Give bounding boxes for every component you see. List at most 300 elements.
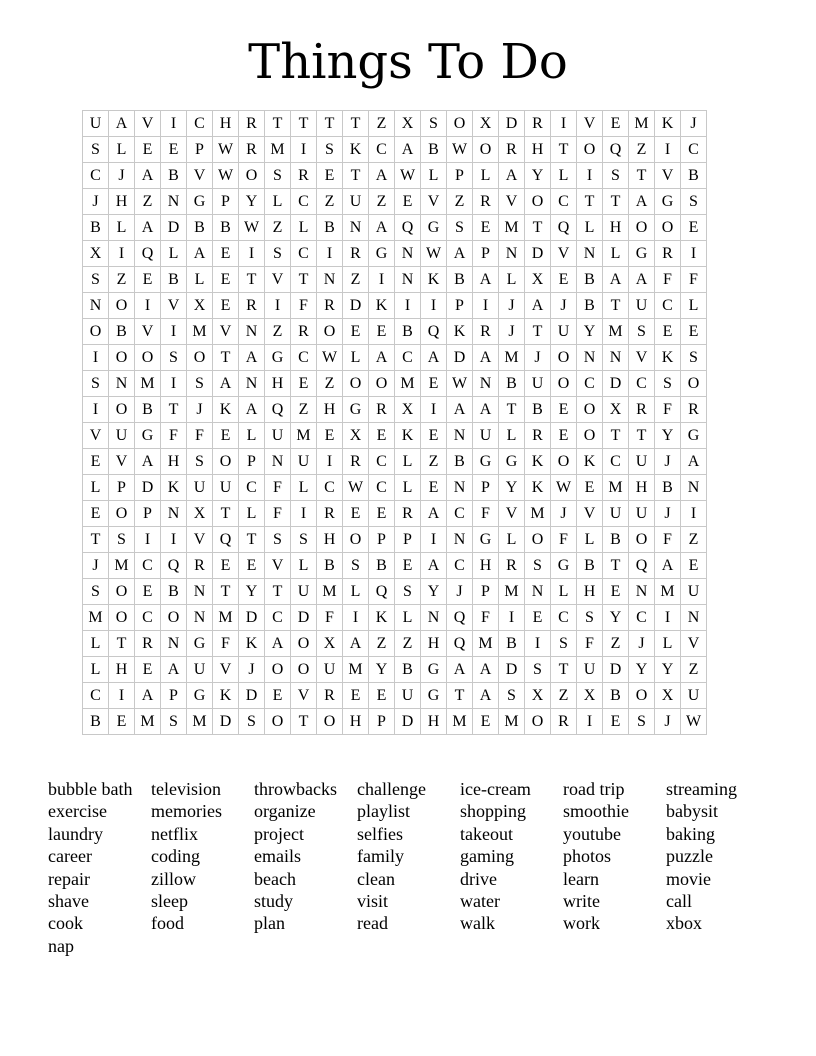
grid-cell: T [603,293,629,319]
grid-cell: T [343,163,369,189]
grid-row [83,475,707,501]
grid-cell: D [447,345,473,371]
grid-cell: O [629,215,655,241]
grid-cell: B [161,579,187,605]
grid-cell: C [135,553,161,579]
grid-cell: O [109,501,135,527]
grid-cell: N [109,371,135,397]
grid-cell: W [239,215,265,241]
grid-cell: D [135,475,161,501]
grid-cell: D [291,605,317,631]
grid-cell: P [473,579,499,605]
grid-cell: R [343,449,369,475]
word-item: throwbacks [254,779,337,799]
grid-cell: B [499,631,525,657]
grid-cell: N [239,371,265,397]
grid-cell: G [187,683,213,709]
grid-row [83,163,707,189]
grid-cell: E [135,267,161,293]
grid-cell: Z [603,631,629,657]
grid-cell: A [161,657,187,683]
grid-cell: N [317,267,343,293]
grid-cell: K [369,605,395,631]
grid-cell: V [421,189,447,215]
grid-cell: E [161,137,187,163]
grid-cell: G [551,553,577,579]
grid-cell: G [473,527,499,553]
grid-cell: A [655,553,681,579]
grid-cell: Q [135,241,161,267]
grid-cell: N [473,371,499,397]
grid-cell: M [135,371,161,397]
grid-cell: T [291,709,317,735]
grid-cell: W [395,163,421,189]
grid-cell: L [395,475,421,501]
grid-cell: D [499,657,525,683]
grid-cell: C [577,371,603,397]
grid-cell: H [343,709,369,735]
grid-cell: J [499,293,525,319]
grid-cell: O [291,631,317,657]
grid-cell: T [551,657,577,683]
grid-cell: L [655,631,681,657]
grid-cell: R [291,163,317,189]
grid-cell: N [187,579,213,605]
grid-cell: Z [421,449,447,475]
grid-cell: I [291,501,317,527]
grid-cell: L [473,163,499,189]
grid-cell: O [629,683,655,709]
grid-cell: H [421,631,447,657]
grid-cell: J [655,709,681,735]
grid-cell: C [187,111,213,137]
grid-cell: L [577,527,603,553]
grid-cell: S [499,683,525,709]
grid-cell: L [187,267,213,293]
word-item: laundry [48,823,103,844]
grid-cell: U [187,657,213,683]
grid-cell: C [629,371,655,397]
grid-cell: F [655,267,681,293]
grid-cell: G [681,423,707,449]
grid-cell: R [239,293,265,319]
grid-cell: I [395,293,421,319]
grid-cell: Z [681,657,707,683]
grid-cell: Z [447,189,473,215]
word-item: gaming [460,846,514,867]
grid-cell: W [551,475,577,501]
grid-cell: N [681,605,707,631]
grid-cell: F [161,423,187,449]
grid-cell: V [187,527,213,553]
grid-cell: V [109,449,135,475]
word-item: selfies [357,823,403,844]
grid-cell: E [83,449,109,475]
grid-cell: A [109,111,135,137]
grid-cell: S [83,579,109,605]
grid-cell: T [239,527,265,553]
grid-cell: G [629,241,655,267]
grid-cell: Z [629,137,655,163]
grid-cell: S [525,657,551,683]
grid-cell: C [317,475,343,501]
grid-cell: K [213,397,239,423]
grid-cell: R [525,111,551,137]
grid-cell: V [213,657,239,683]
grid-cell: U [395,683,421,709]
grid-cell: E [135,137,161,163]
grid-cell: E [681,319,707,345]
grid-cell: A [239,345,265,371]
grid-cell: K [343,137,369,163]
grid-cell: V [187,163,213,189]
grid-cell: V [551,241,577,267]
word-item: water [460,891,500,912]
grid-row [83,527,707,553]
grid-cell: L [499,527,525,553]
grid-cell: E [473,215,499,241]
grid-cell: F [265,475,291,501]
grid-cell: A [421,501,447,527]
grid-row [83,553,707,579]
grid-cell: Y [525,163,551,189]
grid-cell: O [317,709,343,735]
grid-cell: N [603,345,629,371]
grid-cell: R [343,241,369,267]
grid-cell: L [109,215,135,241]
grid-cell: N [447,475,473,501]
grid-cell: I [343,605,369,631]
word-item: write [563,891,600,912]
grid-cell: F [681,267,707,293]
grid-cell: E [551,267,577,293]
grid-cell: N [161,631,187,657]
grid-cell: S [577,605,603,631]
grid-cell: M [291,423,317,449]
grid-cell: H [265,371,291,397]
grid-cell: V [135,319,161,345]
word-item: streaming [666,779,737,799]
grid-cell: I [161,371,187,397]
word-item: road trip [563,779,625,799]
grid-cell: V [161,293,187,319]
grid-cell: P [187,137,213,163]
word-list [48,778,769,957]
grid-cell: N [187,605,213,631]
grid-row [83,137,707,163]
grid-cell: E [213,241,239,267]
grid-cell: E [551,397,577,423]
grid-cell: O [317,319,343,345]
grid-cell: T [317,111,343,137]
grid-cell: G [421,215,447,241]
grid-cell: W [681,709,707,735]
grid-cell: E [577,475,603,501]
grid-cell: R [135,631,161,657]
word-item: study [254,891,294,912]
grid-cell: R [239,137,265,163]
grid-cell: T [213,501,239,527]
word-item: exercise [48,801,107,822]
grid-cell: M [655,579,681,605]
grid-cell: F [577,631,603,657]
grid-cell: A [525,293,551,319]
grid-cell: R [551,709,577,735]
grid-cell: C [603,449,629,475]
grid-cell: Q [213,527,239,553]
grid-cell: H [317,397,343,423]
grid-cell: S [83,137,109,163]
grid-cell: R [317,293,343,319]
grid-cell: U [629,449,655,475]
grid-cell: V [265,267,291,293]
word-item: walk [460,913,495,934]
word-item: beach [254,868,296,889]
grid-cell: A [473,397,499,423]
grid-cell: C [265,605,291,631]
grid-cell: I [83,397,109,423]
grid-cell: G [473,449,499,475]
grid-cell: I [291,137,317,163]
grid-cell: T [629,163,655,189]
grid-cell: M [525,501,551,527]
grid-cell: A [447,241,473,267]
grid-cell: K [577,449,603,475]
grid-cell: B [83,215,109,241]
grid-cell: Q [447,631,473,657]
grid-cell: T [265,111,291,137]
grid-cell: E [83,501,109,527]
grid-cell: E [213,267,239,293]
grid-cell: L [603,241,629,267]
grid-cell: A [369,215,395,241]
word-item: bubble bath [48,779,133,799]
grid-cell: E [291,371,317,397]
grid-cell: X [343,423,369,449]
grid-cell: H [525,137,551,163]
grid-cell: X [317,631,343,657]
grid-cell: O [109,293,135,319]
grid-cell: I [499,605,525,631]
grid-cell: I [83,345,109,371]
grid-cell: U [187,475,213,501]
word-search-grid [82,110,707,735]
grid-cell: I [551,111,577,137]
grid-cell: M [265,137,291,163]
grid-cell: K [213,683,239,709]
grid-cell: E [343,319,369,345]
grid-cell: Z [343,267,369,293]
grid-cell: N [395,241,421,267]
word-column [666,778,769,957]
grid-cell: A [369,345,395,371]
grid-cell: P [447,163,473,189]
grid-cell: F [473,605,499,631]
grid-cell: S [551,631,577,657]
grid-cell: C [655,293,681,319]
grid-cell: L [421,163,447,189]
grid-cell: O [83,319,109,345]
grid-cell: T [239,267,265,293]
grid-cell: I [421,397,447,423]
grid-cell: R [499,137,525,163]
grid-cell: A [395,137,421,163]
grid-cell: G [655,189,681,215]
grid-cell: W [213,163,239,189]
grid-cell: M [317,579,343,605]
grid-cell: X [577,683,603,709]
grid-cell: J [629,631,655,657]
grid-cell: D [239,605,265,631]
grid-cell: Y [369,657,395,683]
grid-cell: I [421,293,447,319]
grid-cell: A [473,657,499,683]
grid-cell: B [395,657,421,683]
grid-cell: K [395,423,421,449]
grid-cell: U [109,423,135,449]
grid-cell: E [369,423,395,449]
grid-cell: A [447,657,473,683]
grid-cell: E [603,709,629,735]
grid-cell: F [213,631,239,657]
grid-cell: L [499,267,525,293]
grid-row [83,631,707,657]
grid-cell: B [421,137,447,163]
grid-cell: Y [239,579,265,605]
grid-row [83,423,707,449]
grid-cell: B [161,163,187,189]
grid-cell: S [317,137,343,163]
grid-cell: Y [629,657,655,683]
grid-cell: U [603,501,629,527]
grid-cell: J [83,189,109,215]
grid-row [83,371,707,397]
grid-cell: Q [369,579,395,605]
grid-cell: B [655,475,681,501]
grid-row [83,215,707,241]
grid-cell: M [109,553,135,579]
grid-cell: J [109,163,135,189]
grid-cell: M [187,319,213,345]
grid-cell: B [577,267,603,293]
grid-cell: O [447,111,473,137]
grid-cell: U [473,423,499,449]
grid-cell: C [447,501,473,527]
grid-cell: E [655,319,681,345]
grid-cell: F [291,293,317,319]
grid-cell: T [161,397,187,423]
grid-cell: E [343,683,369,709]
grid-cell: P [473,241,499,267]
grid-cell: Z [369,631,395,657]
grid-cell: K [655,345,681,371]
word-item: project [254,823,304,844]
grid-cell: T [525,215,551,241]
grid-cell: X [473,111,499,137]
grid-cell: A [135,449,161,475]
word-item: memories [151,801,222,822]
grid-cell: F [317,605,343,631]
grid-cell: Y [655,423,681,449]
grid-cell: T [343,111,369,137]
grid-cell: D [603,657,629,683]
word-item: shave [48,891,89,912]
grid-cell: P [447,293,473,319]
grid-cell: N [629,579,655,605]
word-item: organize [254,801,316,822]
grid-cell: J [499,319,525,345]
grid-cell: A [629,189,655,215]
grid-cell: A [135,163,161,189]
grid-cell: F [655,527,681,553]
grid-cell: N [681,475,707,501]
grid-cell: O [291,657,317,683]
grid-cell: O [551,371,577,397]
grid-cell: M [499,345,525,371]
grid-cell: M [135,709,161,735]
grid-cell: Z [265,319,291,345]
grid-cell: X [187,501,213,527]
grid-cell: B [135,397,161,423]
grid-cell: F [655,397,681,423]
grid-cell: I [577,709,603,735]
grid-cell: K [447,319,473,345]
grid-row [83,605,707,631]
grid-cell: F [551,527,577,553]
word-item: visit [357,891,389,912]
word-item: clean [357,868,395,889]
grid-cell: L [83,631,109,657]
grid-cell: X [395,111,421,137]
grid-cell: C [135,605,161,631]
grid-cell: X [525,683,551,709]
grid-cell: N [577,241,603,267]
grid-cell: S [681,189,707,215]
grid-cell: S [187,449,213,475]
grid-cell: P [109,475,135,501]
word-item: babysit [666,801,718,822]
grid-cell: D [525,241,551,267]
word-item: call [666,891,692,912]
grid-cell: C [551,189,577,215]
grid-cell: J [83,553,109,579]
grid-cell: A [473,683,499,709]
grid-cell: V [265,553,291,579]
grid-cell: R [681,397,707,423]
grid-cell: L [551,163,577,189]
grid-cell: Q [265,397,291,423]
word-item: cook [48,913,83,934]
grid-cell: U [291,449,317,475]
grid-cell: N [447,423,473,449]
grid-cell: N [525,579,551,605]
word-item: baking [666,823,715,844]
grid-cell: C [629,605,655,631]
grid-cell: E [317,423,343,449]
grid-row [83,709,707,735]
grid-cell: B [603,683,629,709]
grid-cell: M [499,215,525,241]
grid-cell: R [239,111,265,137]
grid-cell: L [343,579,369,605]
grid-cell: R [395,501,421,527]
grid-cell: S [109,527,135,553]
grid-cell: A [343,631,369,657]
grid-cell: U [577,657,603,683]
grid-cell: Y [421,579,447,605]
grid-cell: M [629,111,655,137]
grid-cell: B [109,319,135,345]
